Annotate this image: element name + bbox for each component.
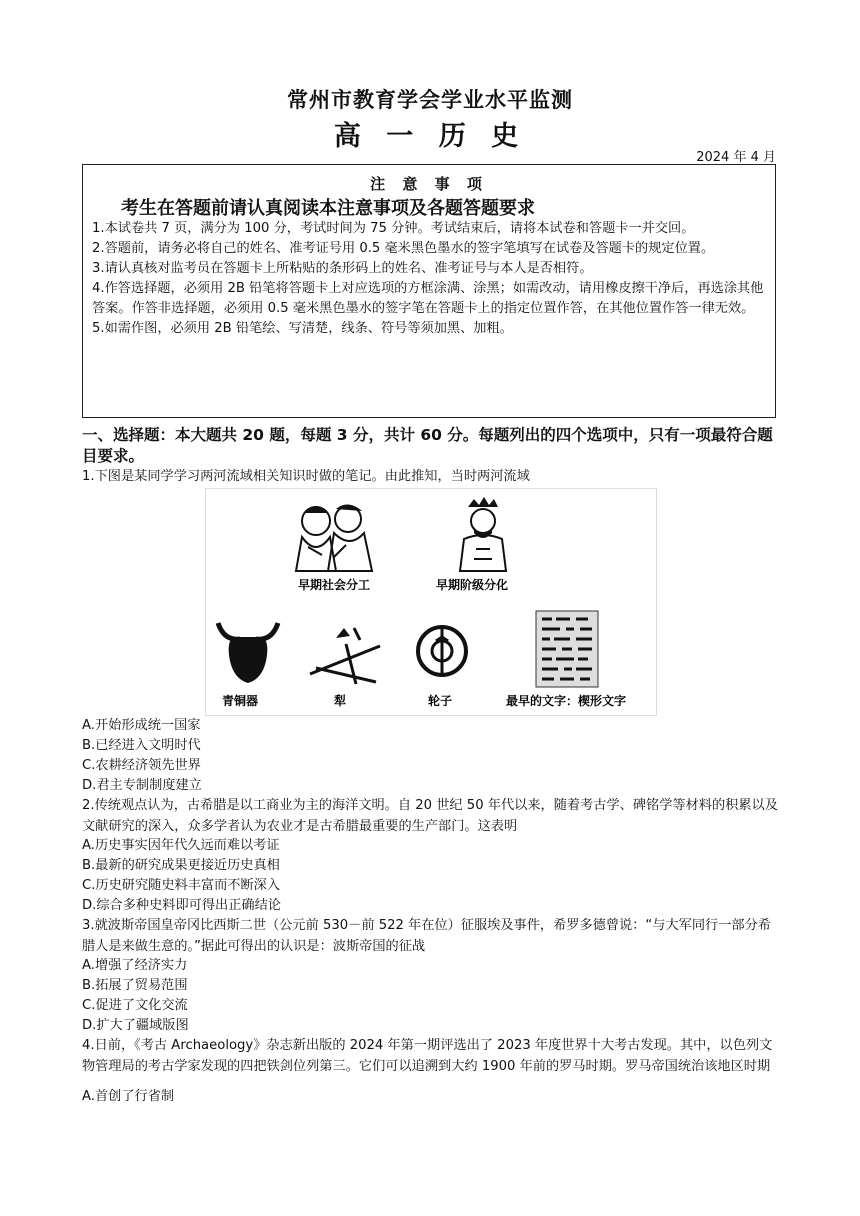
question-3-option-d: D.扩大了疆域版图 bbox=[82, 1018, 189, 1033]
question-1-option-d: D.君主专制制度建立 bbox=[82, 778, 202, 793]
notice-item: 3.请认真核对监考员在答题卡上所粘贴的条形码上的姓名、准考证号与本人是否相符。 bbox=[92, 261, 593, 276]
figure-label: 犁 bbox=[334, 694, 347, 708]
figure-label: 早期阶级分化 bbox=[436, 578, 509, 592]
bull-head-icon bbox=[218, 623, 278, 683]
question-1-stem: 1.下图是某同学学习两河流域相关知识时做的笔记。由此推知，当时两河流域 bbox=[82, 469, 530, 484]
notice-title: 注 意 事 项 bbox=[370, 175, 488, 193]
notice-item: 1.本试卷共 7 页，满分为 100 分，考试时间为 75 分钟。考试结束后，请将本试卷和答题卡一并交回。 bbox=[92, 221, 695, 236]
notice-subtitle: 考生在答题前请认真阅读本注意事项及各题答题要求 bbox=[121, 198, 535, 219]
question-3-option-a: A.增强了经济实力 bbox=[82, 958, 188, 973]
notice-items bbox=[92, 219, 767, 339]
figure-label: 最早的文字：楔形文字 bbox=[506, 694, 627, 708]
subject-title: 高 一 历 史 bbox=[333, 121, 527, 152]
ruler-figure-icon bbox=[460, 497, 506, 571]
question-2-option-d: D.综合多种史料即可得出正确结论 bbox=[82, 898, 281, 913]
question-4-stem: 4.日前，《考古 Archaeology》杂志新出版的 2024 年第一期评选出了 2023 年度世界十大考古发现。其中，以色列文物管理局的考古学家发现的四把铁剑位列第三。它们可以追溯到大约 1900 年前的罗马时期。罗马帝国统治该地区时期 bbox=[82, 1038, 773, 1074]
question-3-option-c: C.促进了文化交流 bbox=[82, 998, 188, 1013]
wheel-icon bbox=[418, 627, 466, 675]
mesopotamia-notes-figure bbox=[205, 488, 657, 716]
notice-item: 2.答题前，请务必将自己的姓名、准考证号用 0.5 毫米黑色墨水的签字笔填写在试卷及答题卡的规定位置。 bbox=[92, 241, 715, 256]
question-4-option-a: A.首创了行省制 bbox=[82, 1089, 175, 1104]
figure-label: 早期社会分工 bbox=[298, 578, 371, 592]
question-1-option-a: A.开始形成统一国家 bbox=[82, 718, 201, 733]
plow-icon bbox=[310, 628, 380, 684]
exam-date: 2024 年 4 月 bbox=[696, 150, 776, 165]
notice-item: 5.如需作图，必须用 2B 铅笔绘、写清楚，线条、符号等须加黑、加粗。 bbox=[92, 321, 513, 336]
question-2-option-b: B.最新的研究成果更接近历史真相 bbox=[82, 858, 280, 873]
question-2-option-c: C.历史研究随史料丰富而不断深入 bbox=[82, 878, 281, 893]
exam-org-title: 常州市教育学会学业水平监测 bbox=[287, 88, 573, 112]
question-1-option-c: C.农耕经济领先世界 bbox=[82, 758, 201, 773]
question-2-stem: 2.传统观点认为，古希腊是以工商业为主的海洋文明。自 20 世纪 50 年代以来，随着考古学、碑铭学等材料的积累以及文献研究的深入，众多学者认为农业才是古希腊最重要的生产部门。这表明 bbox=[82, 798, 778, 834]
figure-label: 轮子 bbox=[428, 694, 453, 708]
notice-box bbox=[82, 164, 776, 418]
figure-illustration bbox=[206, 489, 656, 715]
question-3-option-b: B.拓展了贸易范围 bbox=[82, 978, 188, 993]
section-heading: 一、选择题：本大题共 20 题，每题 3 分，共计 60 分。每题列出的四个选项中，只有一项最符合题目要求。 bbox=[82, 426, 773, 465]
question-3-stem: 3.就波斯帝国皇帝冈比西斯二世（公元前 530－前 522 年在位）征服埃及事件，希罗多德曾说：“与大军同行一部分希腊人是来做生意的。”据此可得出的认识是：波斯帝国的征战 bbox=[82, 918, 771, 954]
figure-label: 青铜器 bbox=[222, 694, 259, 708]
notice-item: 4.作答选择题，必须用 2B 铅笔将答题卡上对应选项的方框涂满、涂黑；如需改动，请用橡皮擦干净后，再选涂其他答案。作答非选择题，必须用 0.5 毫米黑色墨水的签字笔在答题卡上的指定位置作答，在其他位置作答一律无效。 bbox=[92, 281, 764, 316]
question-1-option-b: B.已经进入文明时代 bbox=[82, 738, 201, 753]
cuneiform-tablet-icon bbox=[536, 611, 598, 687]
two-figures-icon bbox=[296, 504, 372, 571]
question-2-option-a: A.历史事实因年代久远而难以考证 bbox=[82, 838, 280, 853]
